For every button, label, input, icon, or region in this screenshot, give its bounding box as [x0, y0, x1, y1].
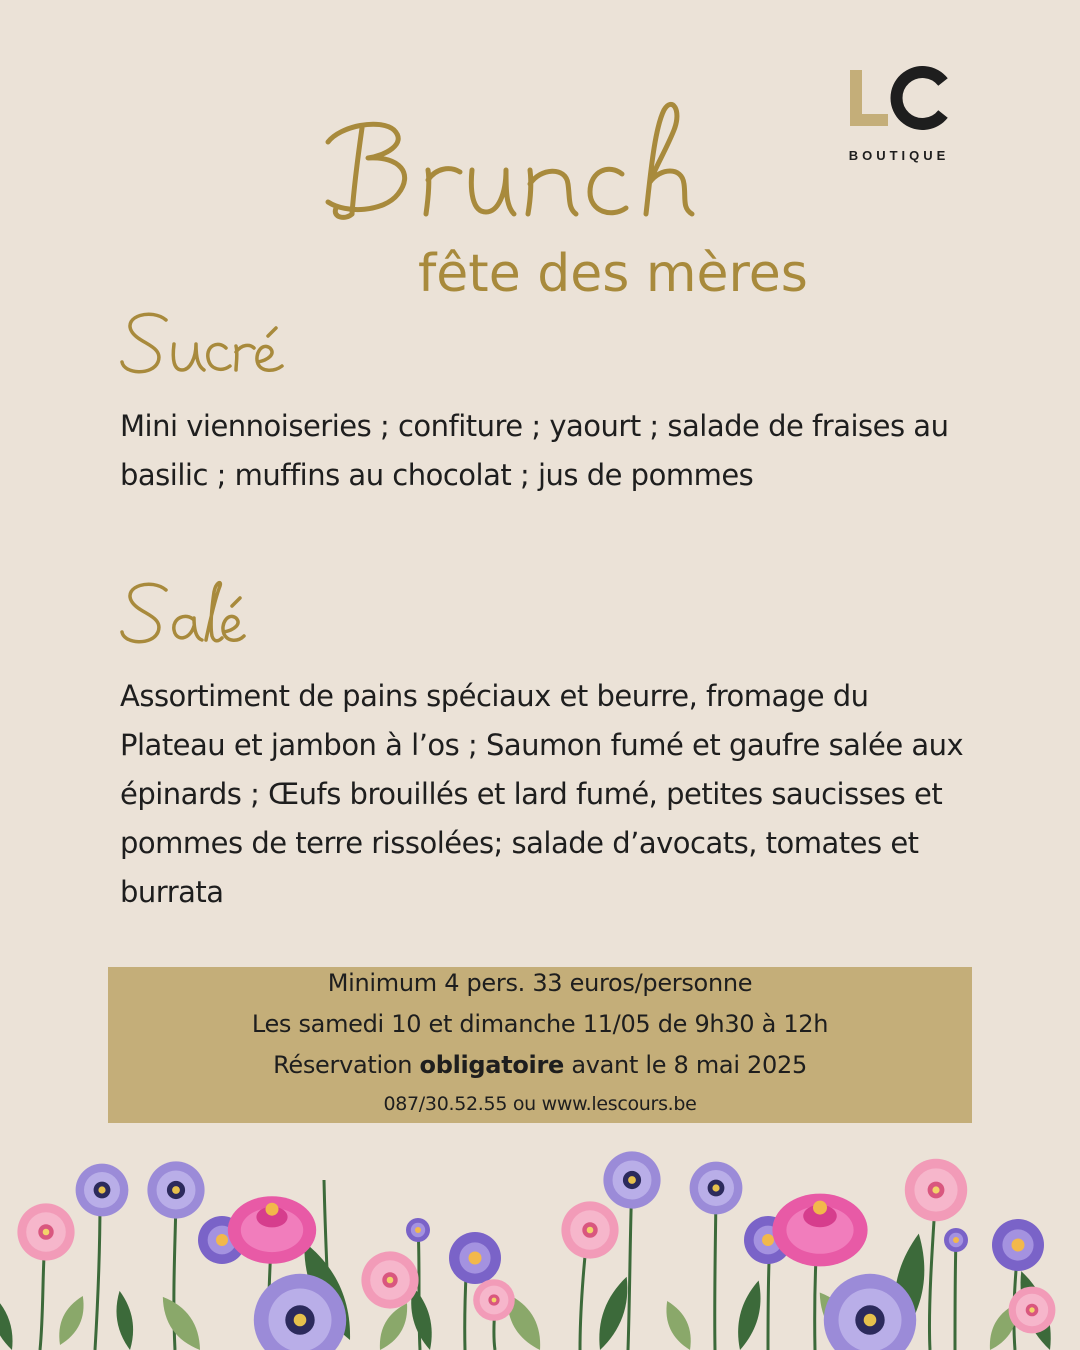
info-reservation — [108, 1045, 972, 1086]
sucre-heading — [118, 306, 288, 386]
sale-heading — [118, 576, 248, 656]
info-dates: Les samedi 10 et dimanche 11/05 de 9h30 à 12h — [251, 1010, 829, 1038]
info-contact: 087/30.52.55 ou www.lescours.be — [383, 1093, 697, 1115]
reservation-prefix: Réservation — [273, 1051, 420, 1079]
sucre-description: Mini viennoiseries ; confiture ; yaourt ; salade de fraises au basilic ; muffins au chocolat ; jus de pommes — [120, 409, 949, 492]
brand-logo — [846, 66, 952, 166]
lc-logo-icon — [846, 66, 952, 130]
logo-subtitle: BOUTIQUE — [848, 148, 950, 163]
page-subtitle: fête des mères — [418, 244, 808, 304]
reservation-deadline: avant le 8 mai 2025 — [564, 1051, 807, 1079]
flower-border-icon — [0, 1140, 1080, 1350]
info-min-price: Minimum 4 pers. 33 euros/personne — [327, 969, 753, 997]
sale-description: Assortiment de pains spéciaux et beurre, fromage du Plateau et jambon à l’os ; Saumon fumé et gaufre salée aux épinards ; Œufs brouillés et lard fumé, petites saucisses et pommes de terre rissolées; salade d’avocats, tomates et burrata — [120, 679, 964, 909]
page-title — [310, 90, 710, 230]
info-box — [108, 967, 972, 1123]
reservation-required: obligatoire — [419, 1051, 564, 1079]
